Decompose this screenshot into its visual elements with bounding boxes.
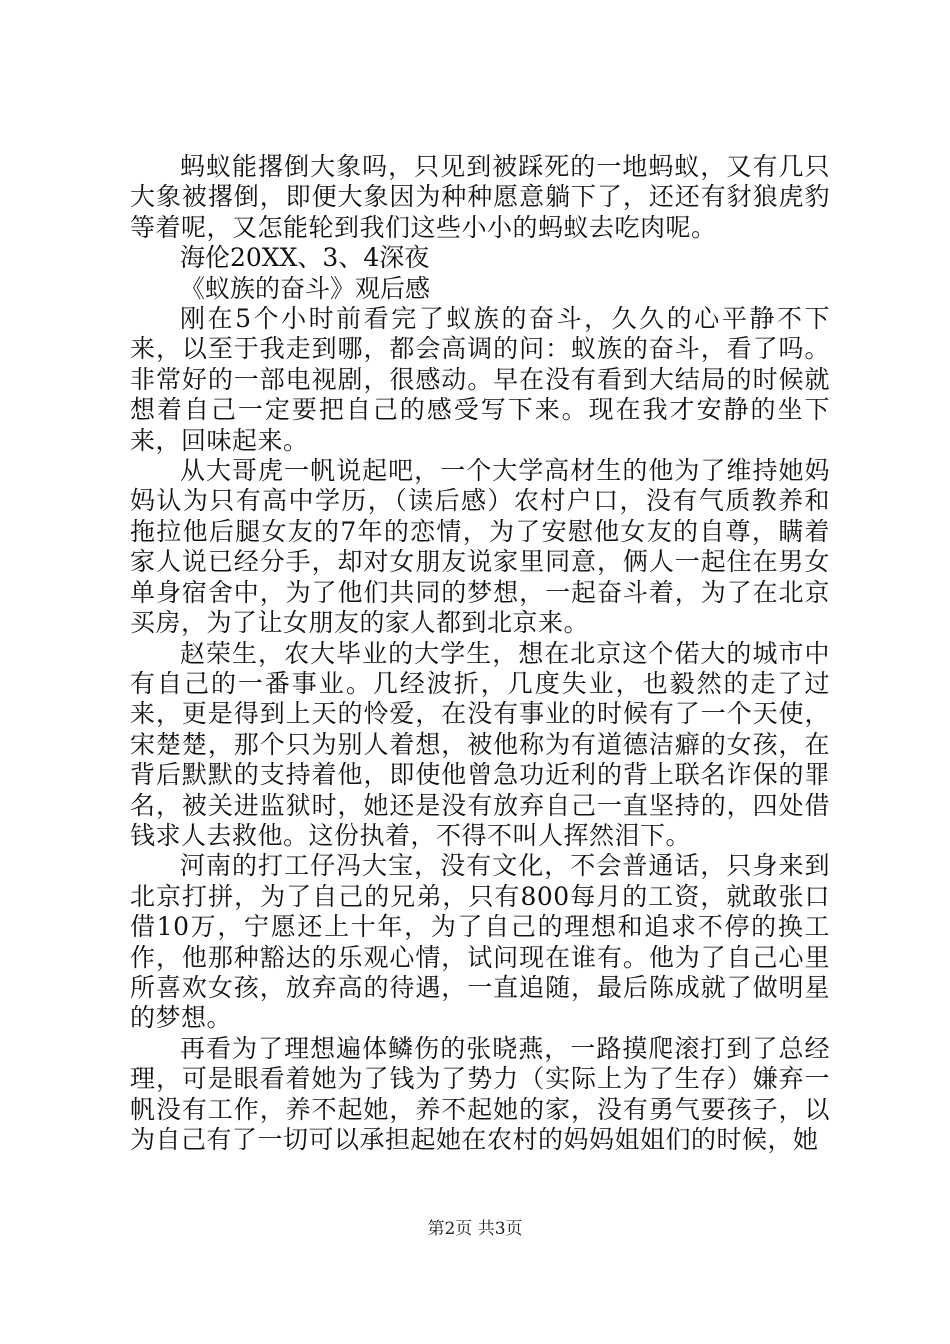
signature-line: 海伦20XX、3、4深夜 xyxy=(180,243,430,273)
essay-title: 《蚁族的奋斗》观后感 xyxy=(180,273,431,303)
paragraph-hu-yifan: 从大哥虎一帆说起吧，一个大学高材生的他为了维持她妈妈认为只有高中学历，（读后感）农村户口，没有气质教养和拖拉他后腿女友的7年的恋情，为了安慰他女友的自尊，瞒着家人说已经分手，却对女朋友说家里同意，俩人一起住在男女单身宿舍中，为了他们共同的梦想，一起奋斗着，为了在北京买房，为了让女朋友的家人都到北京来。 xyxy=(130,456,830,638)
paragraph-ants-elephants: 蚂蚁能撂倒大象吗，只见到被踩死的一地蚂蚁，又有几只大象被撂倒，即便大象因为种种愿意躺下了，还还有豺狼虎豹等着呢，又怎能轮到我们这些小小的蚂蚁去吃肉呢。 xyxy=(130,152,830,242)
paragraph-intro: 刚在5个小时前看完了蚁族的奋斗，久久的心平静不下来，以至于我走到哪，都会高调的问：蚁族的奋斗，看了吗。非常好的一部电视剧，很感动。早在没有看到大结局的时候就想着自己一定要把自己的感受写下来。现在我才安静的坐下来，回味起来。 xyxy=(130,304,830,455)
document-body xyxy=(130,152,830,1155)
paragraph-feng-dabao: 河南的打工仔冯大宝，没有文化，不会普通话，只身来到北京打拼，为了自己的兄弟，只有800每月的工资，就敢张口借10万，宁愿还上十年，为了自己的理想和追求不停的换工作，他那种豁达的乐观心情，试问现在谁有。他为了自己心里所喜欢女孩，放弃高的待遇，一直追随，最后陈成就了做明星的梦想。 xyxy=(130,851,830,1033)
page-number-footer: 第2页 共3页 xyxy=(427,1219,523,1239)
paragraph-zhao-rongsheng: 赵荣生，农大毕业的大学生，想在北京这个偌大的城市中有自己的一番事业。几经波折，几度失业，也毅然的走了过来，更是得到上天的怜爱，在没有事业的时候有了一个天使，宋楚楚，那个只为别人着想，被他称为有道德洁癖的女孩，在背后默默的支持着他，即使他曾急功近利的背上联名诈保的罪名，被关进监狱时，她还是没有放弃自己一直坚持的，四处借钱求人去救他。这份执着，不得不叫人挥然泪下。 xyxy=(130,638,830,850)
paragraph-zhang-xiaoyan: 再看为了理想遍体鳞伤的张晓燕，一路摸爬滚打到了总经理，可是眼看着她为了钱为了势力（实际上为了生存）嫌弃一帆没有工作，养不起她，养不起她的家，没有勇气要孩子，以为自己有了一切可以承担起她在农村的妈妈姐姐们的时候，她 xyxy=(130,1033,830,1154)
